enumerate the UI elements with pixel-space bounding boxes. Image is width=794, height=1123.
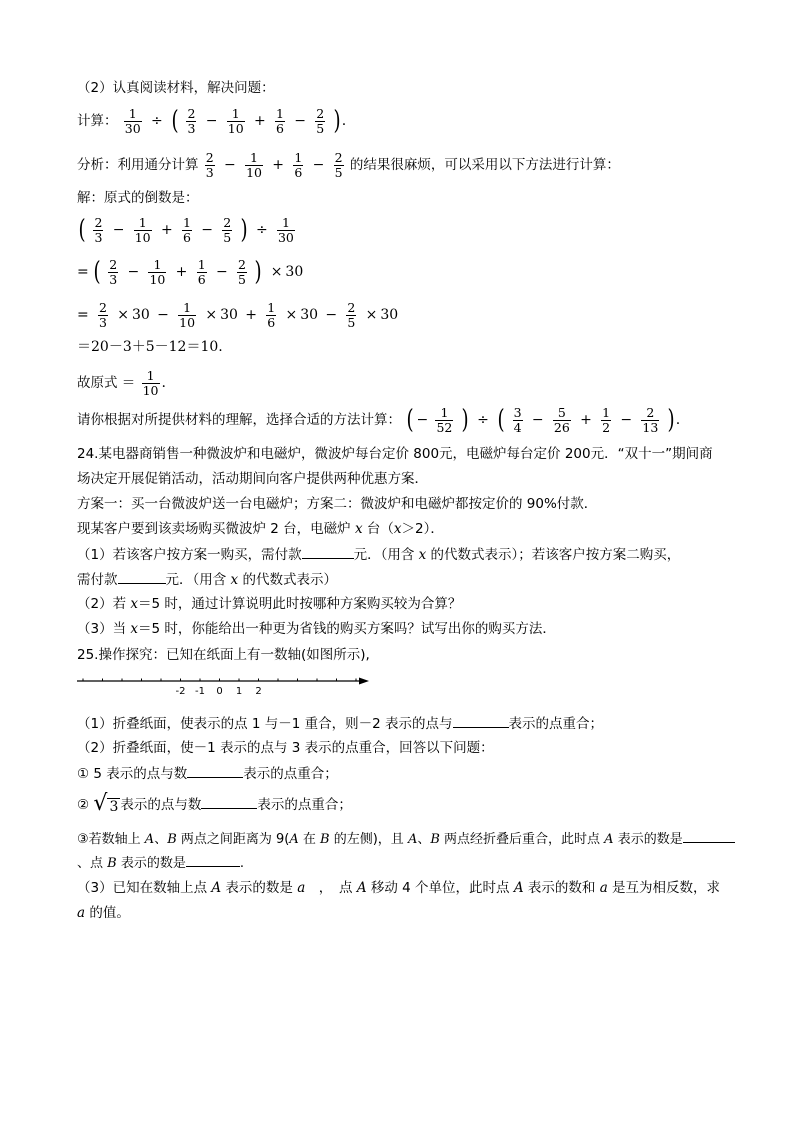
text: 表示的点与数 (120, 797, 202, 813)
var-A: A (356, 880, 367, 896)
axis-label: -2 (175, 686, 186, 696)
text: 表示的点重合； (508, 716, 604, 732)
div-sign: ÷ (477, 412, 489, 428)
step-2 (77, 300, 398, 330)
var-B: B (430, 832, 440, 847)
minus-sign: − (157, 307, 169, 323)
plus-sign: + (272, 157, 285, 173)
number-30: 30 (300, 307, 319, 323)
intro-title: （2）认真阅读材料，解决问题： (77, 80, 275, 96)
frac-1-30: $\frac{1}{30}$ (124, 105, 141, 136)
period: . (341, 113, 347, 129)
frac-2-3: $\frac{2}{3}$ (187, 105, 196, 136)
frac-2-3: $\frac{2}{3}$ (99, 299, 107, 330)
frac-1-10: $\frac{1}{10}$ (227, 105, 244, 136)
answer-blank[interactable] (683, 828, 735, 843)
plus-sign: + (253, 113, 266, 129)
text: 表示的数和 (523, 880, 600, 896)
paren-left: ( (171, 106, 179, 136)
frac-1-6: $\frac{1}{6}$ (276, 105, 284, 136)
frac-1-10: $\frac{1}{10}$ (134, 214, 151, 245)
frac-2-5: $\frac{2}{5}$ (223, 214, 232, 245)
times-sign: × (365, 307, 378, 323)
var-A: A (407, 832, 418, 847)
q24-line2: 场决定开展促销活动，活动期间向客户提供两种优惠方案． (77, 471, 428, 487)
text: （3）已知在数轴上点 (77, 880, 212, 896)
axis-label: 0 (216, 686, 223, 696)
var-A: A (513, 880, 524, 896)
frac-1-2: $\frac{1}{2}$ (602, 404, 611, 435)
q24-line3: 方案一：买一台微波炉送一台电磁炉；方案二：微波炉和电磁炉都按定价的 90%付款． (77, 496, 598, 512)
eq-sign: = (77, 307, 89, 323)
text: 需付款 (77, 572, 118, 588)
calc-expression (77, 106, 346, 136)
answer-blank[interactable] (187, 763, 243, 778)
frac-2-5: $\frac{2}{5}$ (237, 256, 246, 287)
paren-left: ( (78, 215, 86, 245)
task-prefix: 请你根据对所提供材料的理解，选择合适的方法计算： (77, 412, 401, 428)
axis-label: -1 (195, 686, 205, 696)
var-B: B (167, 832, 177, 847)
number-30: 30 (380, 307, 399, 323)
frac-1-10: $\frac{1}{10}$ (179, 299, 196, 330)
frac-2-3: $\frac{2}{3}$ (109, 256, 118, 287)
text: . (239, 856, 244, 871)
minus-sign: − (201, 222, 213, 238)
text: （2）若 (77, 596, 131, 612)
answer-blank[interactable] (118, 569, 166, 584)
q25-circle1 (77, 763, 338, 784)
minus-sign: − (294, 113, 306, 129)
times-sign: × (285, 307, 298, 323)
var-x: x (230, 572, 239, 588)
number-30: 30 (285, 264, 304, 280)
text: 的左侧)，且 (329, 832, 408, 847)
frac-2-5: $\frac{2}{5}$ (316, 105, 325, 136)
var-A: A (289, 832, 299, 847)
q25-part3-line1 (77, 878, 720, 898)
conclusion-line (77, 368, 166, 398)
frac-2-5: $\frac{2}{5}$ (334, 149, 343, 180)
text: 表示的数是 (613, 832, 683, 847)
sqrt-3: √ 3 (93, 791, 119, 816)
q25-part1 (77, 713, 603, 734)
minus-sign: − (325, 307, 338, 323)
text: 台（ (362, 521, 394, 537)
text: 现某客户要到该卖场购买微波炉 2 台，电磁炉 (77, 521, 355, 537)
text: 的代数式表示）；若该客户按方案二购买， (426, 547, 681, 563)
times-sign: × (270, 264, 283, 280)
var-a: a (77, 905, 86, 921)
text: 的值。 (85, 905, 130, 921)
var-x: x (418, 547, 427, 563)
paren-right: ) (667, 405, 675, 435)
paren-right: ) (240, 215, 248, 245)
paren-right: ) (333, 106, 341, 136)
frac-1-10: $\frac{1}{10}$ (149, 256, 166, 287)
answer-blank[interactable] (186, 852, 240, 867)
text: ＝5 时，通过计算说明此时按哪种方案购买较为合算？ (138, 596, 462, 612)
number-30: 30 (220, 307, 238, 323)
paren-left: ( (497, 405, 505, 435)
number-line-labels (176, 686, 262, 696)
var-x: x (130, 621, 139, 637)
frac-2-3: $\frac{2}{3}$ (205, 149, 214, 180)
text: （1）折叠纸面，使表示的点 1 与－1 重合，则－2 表示的点与 (77, 716, 453, 732)
plus-sign: + (175, 264, 188, 280)
paren-left: ( (406, 405, 414, 435)
text: 、 (417, 832, 431, 847)
frac-5-26: $\frac{5}{26}$ (553, 404, 570, 435)
var-B: B (107, 856, 117, 871)
minus-sign: − (112, 222, 125, 238)
q24-part1-line2 (77, 569, 337, 590)
reciprocal-line (77, 215, 297, 245)
text: ＞2）． (401, 521, 444, 537)
step-3: ＝20－3＋5－12＝10. (77, 339, 223, 355)
text: 是互为相反数，求 (607, 880, 721, 896)
q24-part1-line1 (77, 544, 680, 565)
frac-1-6: $\frac{1}{6}$ (182, 214, 191, 245)
minus-sign: − (205, 113, 218, 129)
text: （1）若该客户按方案一购买，需付款 (77, 547, 302, 563)
minus-sign: − (215, 264, 228, 280)
plus-sign: + (580, 412, 592, 428)
arrow-head-icon (359, 678, 369, 685)
answer-blank[interactable] (201, 794, 257, 809)
task-line (77, 405, 680, 435)
minus-sign: − (127, 264, 140, 280)
frac-1-10: $\frac{1}{10}$ (142, 367, 159, 398)
var-B: B (320, 832, 330, 847)
text: 、 (154, 832, 168, 847)
frac-1-52: $\frac{1}{52}$ (436, 404, 453, 435)
text: ③若数轴上 (77, 832, 145, 847)
var-A: A (604, 832, 614, 847)
frac-2-13: $\frac{2}{13}$ (642, 404, 659, 435)
text: 在 (298, 832, 321, 847)
step-1 (77, 257, 303, 287)
plus-sign: + (245, 307, 257, 323)
var-x: x (393, 521, 402, 537)
period: . (161, 375, 166, 391)
q25-circle3-line2 (77, 852, 244, 874)
text: 、点 (77, 856, 108, 871)
analysis-line (77, 150, 620, 180)
minus-sign: − (312, 157, 325, 173)
period: . (675, 412, 681, 428)
text: 的代数式表示） (238, 572, 337, 588)
div-sign: ÷ (151, 113, 163, 129)
circle-2-mark: ② (77, 797, 90, 813)
times-sign: × (205, 307, 218, 323)
calc-label: 计算： (77, 113, 118, 129)
q25-circle3-line1 (77, 828, 735, 850)
number-line-diagram (75, 672, 375, 696)
number-30: 30 (132, 307, 150, 323)
text: 表示的数是 (116, 856, 186, 871)
plus-sign: + (160, 222, 173, 238)
text: 表示的点重合； (257, 797, 352, 813)
text: 表示的数是 (221, 880, 298, 896)
frac-2-5: $\frac{2}{5}$ (347, 299, 356, 330)
analysis-suffix: 的结果很麻烦，可以采用以下方法进行计算： (349, 157, 620, 173)
var-x: x (354, 521, 363, 537)
frac-1-6: $\frac{1}{6}$ (294, 149, 303, 180)
minus-sign: − (224, 157, 236, 173)
axis-label: 2 (255, 686, 262, 696)
axis-label: 1 (235, 686, 243, 696)
text: ＝5 时，你能给出一种更为省钱的购买方案吗？试写出你的购买方法． (138, 621, 556, 637)
text: ， 点 (305, 880, 357, 896)
frac-3-4: $\frac{3}{4}$ (513, 404, 522, 435)
var-x: x (130, 596, 139, 612)
eq-sign: = (77, 264, 89, 280)
q25-part3-line2 (77, 903, 130, 923)
var-a: a (297, 880, 306, 896)
paren-right: ) (254, 257, 262, 287)
minus-sign: − (531, 412, 544, 428)
analysis-prefix: 分析：利用通分计算 (77, 157, 199, 173)
frac-1-6: $\frac{1}{6}$ (267, 299, 276, 330)
q24-line1: 24.某电器商销售一种微波炉和电磁炉，微波炉每台定价 800元，电磁炉每台定价 200元．“双十一”期间商 (77, 446, 713, 462)
q24-part3 (77, 619, 556, 639)
text: ① 5 表示的点与数 (77, 766, 188, 782)
q25-part2: （2）折叠纸面，使－1 表示的点与 3 表示的点重合，回答以下问题： (77, 740, 494, 756)
paren-right: ) (461, 405, 469, 435)
q24-part2 (77, 594, 461, 614)
text: 移动 4 个单位，此时点 (366, 880, 514, 896)
solution-label: 解：原式的倒数是： (77, 190, 199, 206)
times-sign: × (117, 307, 130, 323)
div-sign: ÷ (255, 222, 268, 238)
text: 表示的点重合； (243, 766, 338, 782)
frac-1-10: $\frac{1}{10}$ (246, 149, 262, 180)
text: 元．（用含 (353, 547, 419, 563)
frac-1-6: $\frac{1}{6}$ (197, 256, 206, 287)
minus-sign: − (416, 412, 429, 428)
q25-circle2 (77, 791, 352, 819)
q24-line4 (77, 519, 444, 539)
text: 元．（用含 (165, 572, 231, 588)
frac-1-30: $\frac{1}{30}$ (277, 214, 294, 245)
text: 两点经折叠后重合，此时点 (439, 832, 605, 847)
var-A: A (211, 880, 222, 896)
conclusion-prefix: 故原式 ＝ (77, 375, 136, 391)
frac-2-3: $\frac{2}{3}$ (94, 214, 103, 245)
answer-blank[interactable] (302, 544, 354, 559)
var-A: A (144, 832, 155, 847)
answer-blank[interactable] (453, 713, 509, 728)
text: （3）当 (77, 621, 131, 637)
q25-line1: 25.操作探究：已知在纸面上有一数轴(如图所示), (77, 647, 370, 663)
minus-sign: − (620, 412, 633, 428)
text: 两点之间距离为 9( (176, 832, 290, 847)
var-a: a (599, 880, 608, 896)
paren-left: ( (93, 257, 101, 287)
